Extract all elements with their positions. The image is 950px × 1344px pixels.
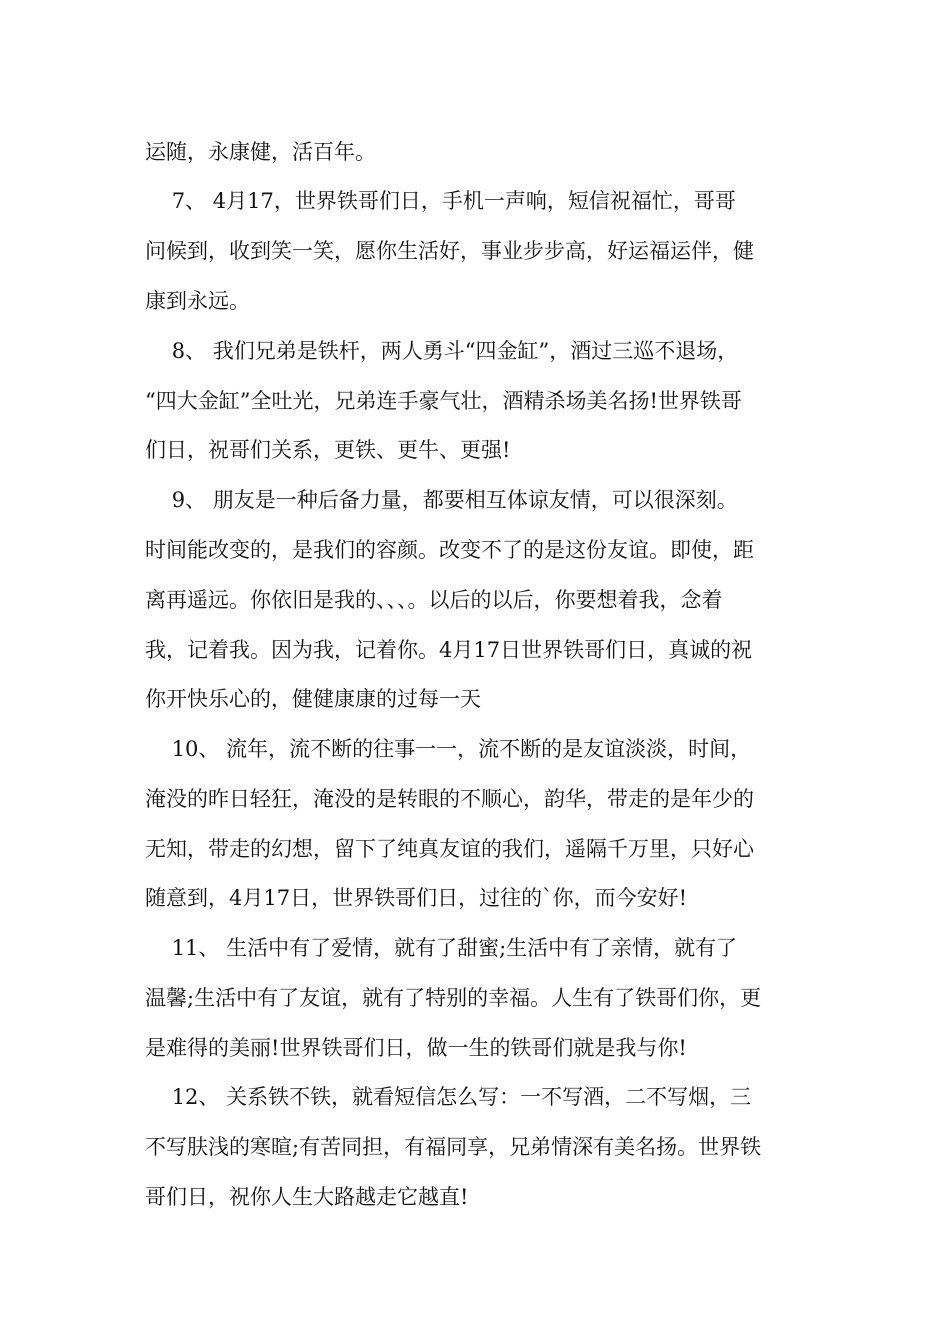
text-line: 温馨;生活中有了友谊，就有了特别的幸福。人生有了铁哥们你，更 [145,986,762,1010]
text-line: 淹没的昨日轻狂，淹没的是转眼的不顺心，韵华，带走的是年少的 [145,787,754,811]
text-line: 12、 关系铁不铁，就看短信怎么写：一不写酒，二不写烟，三 [145,1085,752,1109]
text-line: “四大金缸”全吐光，兄弟连手豪气壮，酒精杀场美名扬!世界铁哥 [145,389,742,413]
text-line: 离再遥远。你依旧是我的、、、。以后的以后，你要想着我，念着 [145,588,723,612]
text-line: 康到永远。 [145,289,250,313]
text-line: 你开快乐心的，健健康康的过每一天 [145,687,481,711]
text-line: 哥们日，祝你人生大路越走它越直! [145,1185,469,1209]
text-line: 们日，祝哥们关系，更铁、更牛、更强! [145,438,511,462]
text-line: 随意到，4月17日，世界铁哥们日，过往的`你，而今安好! [145,886,688,910]
text-line: 7、 4月17，世界铁哥们日，手机一声响，短信祝福忙，哥哥 [145,189,736,213]
text-line: 8、 我们兄弟是铁杆，两人勇斗“四金缸”，酒过三巡不退场， [145,339,739,363]
text-line: 9、 朋友是一种后备力量，都要相互体谅友情，可以很深刻。 [145,488,738,512]
text-line: 运随，永康健，活百年。 [145,140,376,164]
text-line: 问候到，收到笑一笑，愿你生活好，事业步步高，好运福运伴，健 [145,239,754,263]
text-line: 时间能改变的，是我们的容颜。改变不了的是这份友谊。即使，距 [145,538,754,562]
text-line: 是难得的美丽!世界铁哥们日，做一生的铁哥们就是我与你! [145,1036,687,1060]
text-line: 10、 流年，流不断的往事一一，流不断的是友谊淡淡，时间， [145,737,752,761]
text-line: 11、 生活中有了爱情，就有了甜蜜;生活中有了亲情，就有了 [145,936,738,960]
text-line: 无知，带走的幻想，留下了纯真友谊的我们，遥隔千万里，只好心 [145,837,754,861]
text-line: 不写肤浅的寒暄;有苦同担，有福同享，兄弟情深有美名扬。世界铁 [145,1135,762,1159]
text-line: 我，记着我。因为我，记着你。4月17日世界铁哥们日，真诚的祝 [145,638,753,662]
